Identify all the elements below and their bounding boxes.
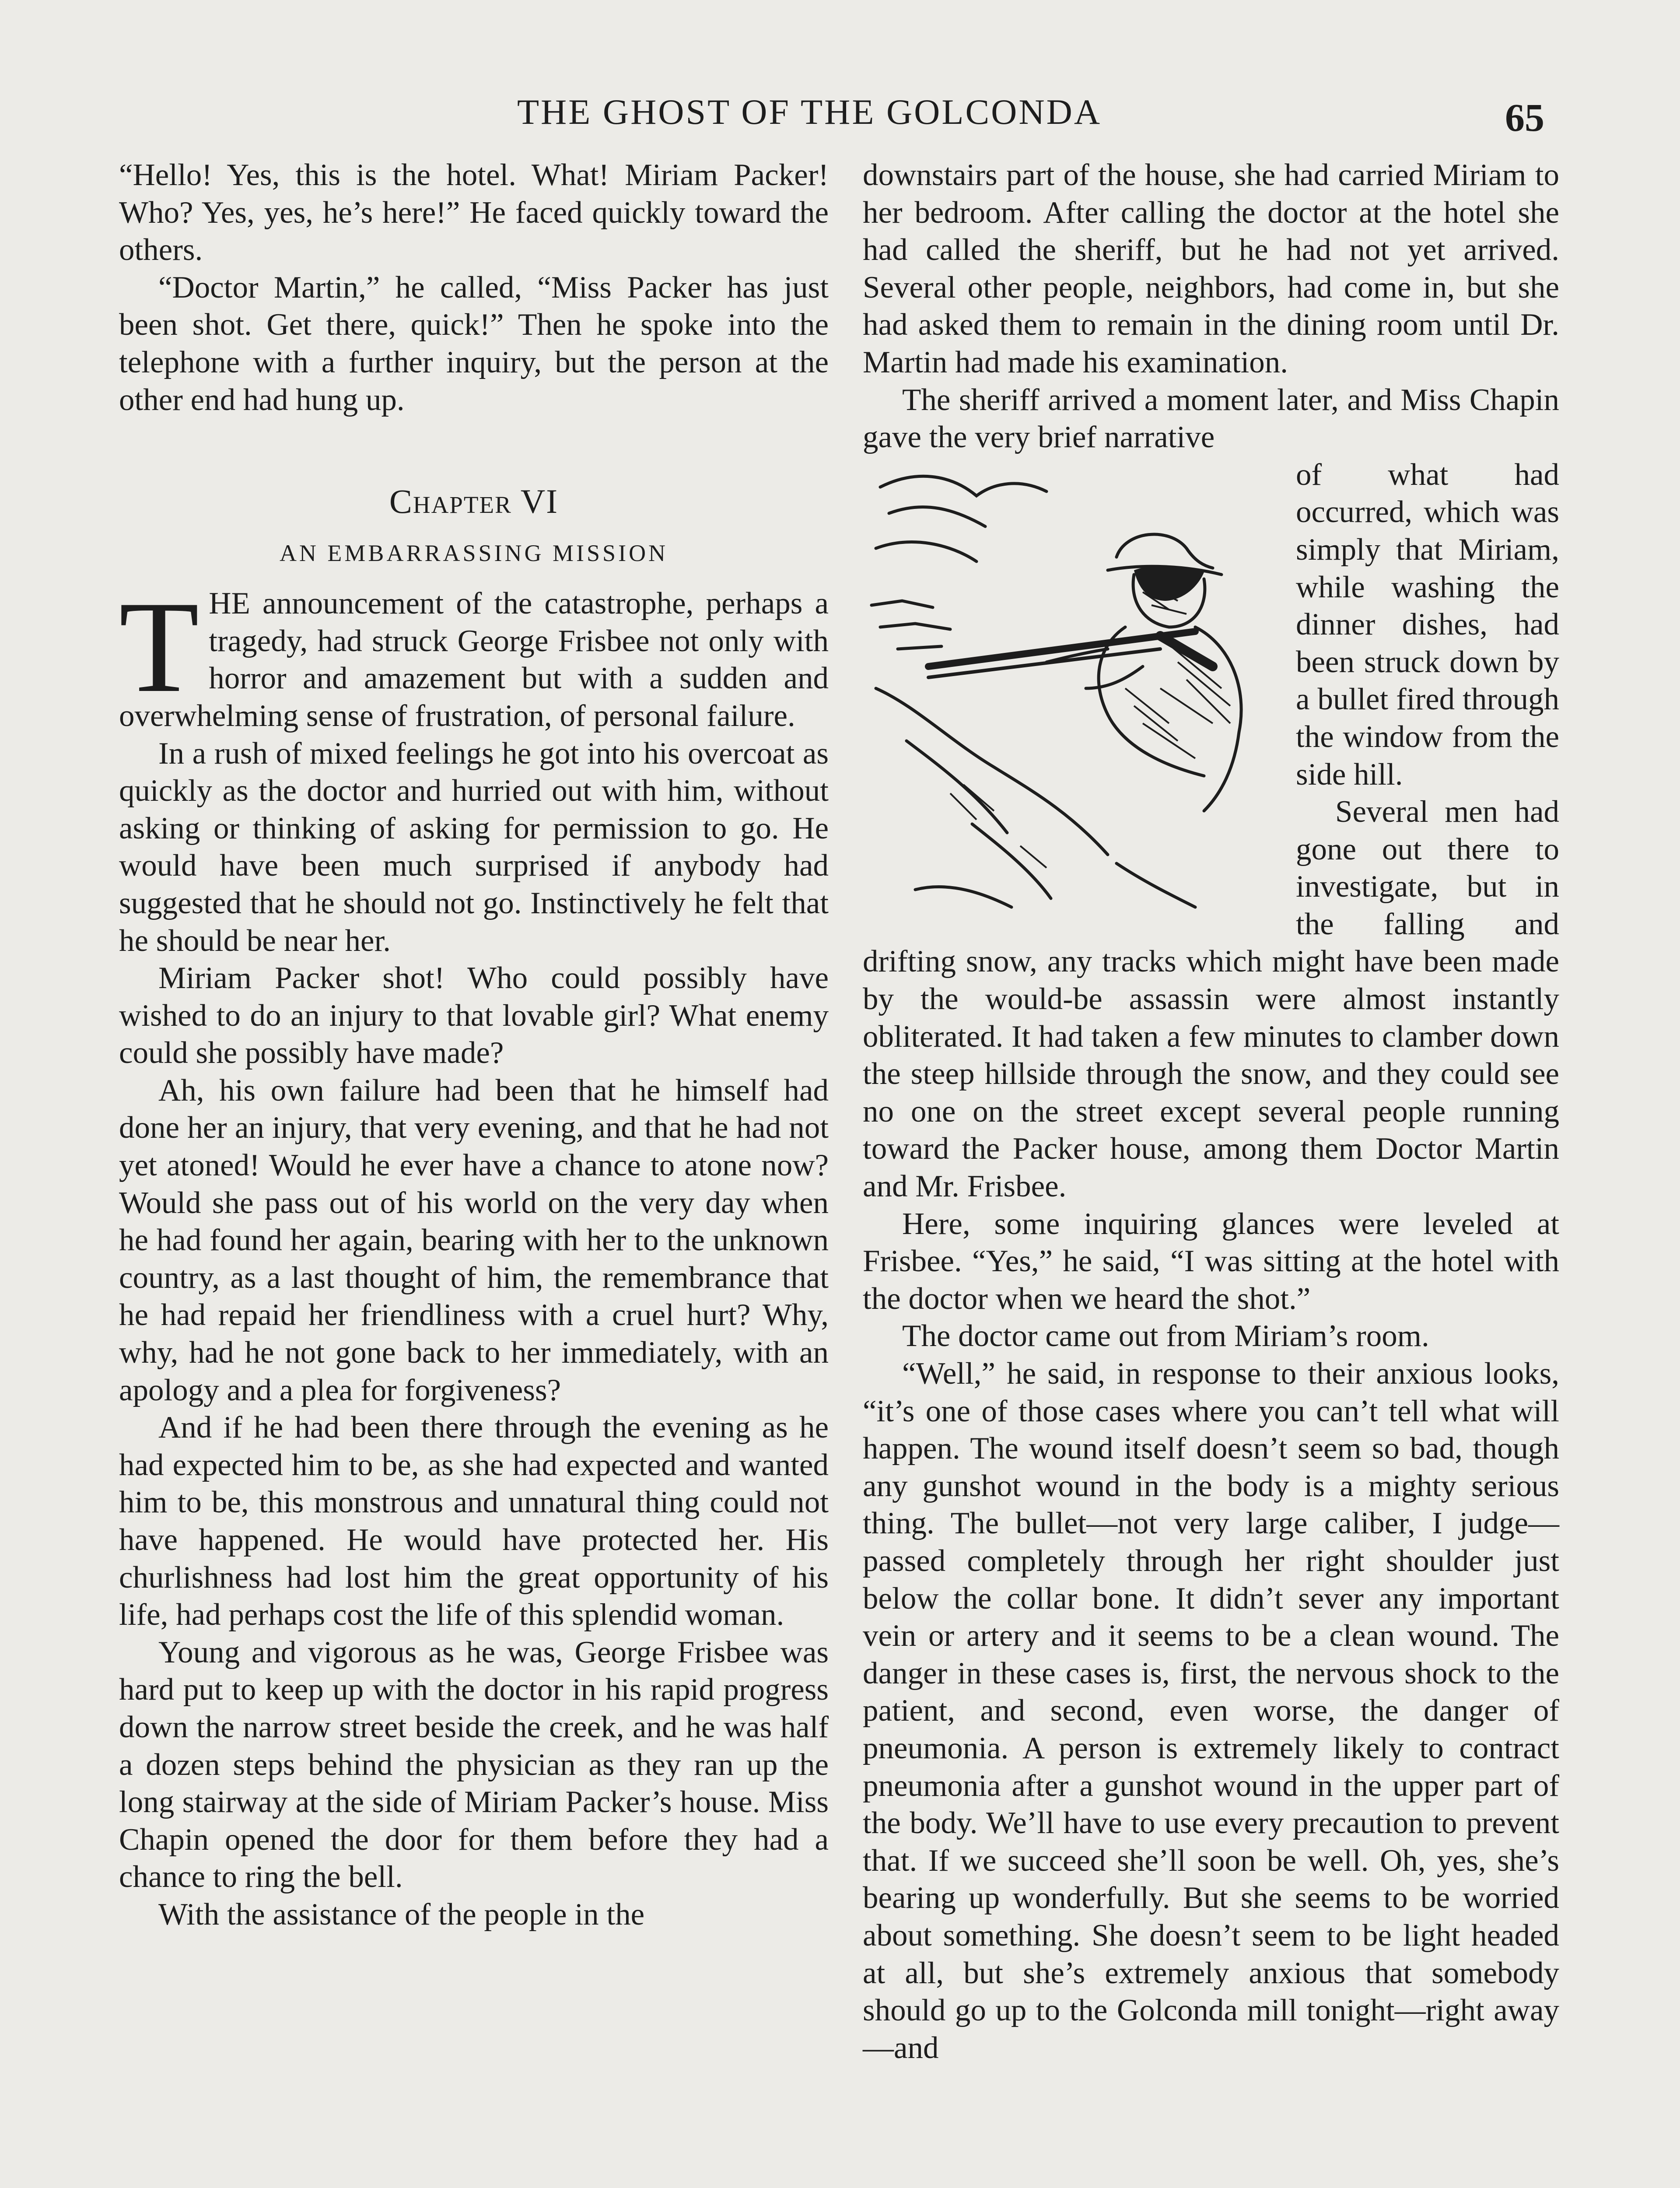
opening-text: HE announcement of the catastrophe, perhaps a tragedy, had struck George Frisbee not only with horror and amazement but with a sudden and overwhelming sense of frustration, of personal failure. <box>119 586 829 733</box>
paragraph: Several men had gone out there to investigate, but in the falling and drifting snow, any tracks which might have been made by the would-be assassin were almost instantly obliterated. It had taken a few minutes to clamber down the steep hillside through the snow, and they could see no one on the street except several people running toward the Packer house, among them Doctor Martin and Mr. Frisbee. <box>863 795 1559 1204</box>
chapter-heading: Chapter VI <box>389 482 559 521</box>
left-column <box>119 157 829 1934</box>
paragraph: Here, some inquiring glances were leveled at Frisbee. “Yes,” he said, “I was sitting at the hotel with the doctor when we heard the shot.” <box>863 1206 1559 1316</box>
paragraph: Young and vigorous as he was, George Frisbee was hard put to keep up with the doctor in his rapid progress down the narrow street beside the creek, and he was half a dozen steps behind the physician as they ran up the long stairway at the side of Miriam Packer’s house. Miss Chapin opened the door for them before they had a chance to ring the bell. <box>119 1635 829 1894</box>
paragraph: Miriam Packer shot! Who could possibly have wished to do an injury to that lovable girl? What enemy could she possibly have made? <box>119 961 829 1070</box>
paragraph: In a rush of mixed feelings he got into his overcoat as quickly as the doctor and hurried out with him, without asking or thinking of asking for permission to go. He would have been much surprised if anybody had suggested that he should not go. Instinctively he felt that he should be near her. <box>119 736 829 958</box>
rifleman-illustration <box>863 461 1278 916</box>
paragraph-wrap: of what had occurred, which was simply that Miriam, while washing the dinner dishes, had been struck down by a bullet fired through the window from the side hill. <box>1296 457 1559 792</box>
paragraph: The sheriff arrived a moment later, and Miss Chapin gave the very brief narrative <box>863 382 1559 455</box>
paragraph: “Well,” he said, in response to their anxious looks, “it’s one of those cases where you can’t tell what will happen. The wound itself doesn’t seem so bad, though any gunshot wound in the body is a mighty serious thing. The bullet—not very large caliber, I judge—passed completely through her right shoulder just below the collar bone. It didn’t sever any important vein or artery and it seems to be a clean wound. The danger in these cases is, first, the nervous shock to the patient, and second, even worse, the danger of pneumonia. A person is extremely likely to contract pneumonia after a gunshot wound in the upper part of the body. We’ll have to use every precaution to prevent that. If we succeed she’ll soon be well. Oh, yes, she’s bearing up wonderfully. But she seems to be worried about something. She doesn’t seem to be light headed at all, but she’s extremely anxious that somebody should go up to the Golconda mill tonight—right away—and <box>863 1357 1559 2065</box>
paragraph: downstairs part of the house, she had carried Miriam to her bedroom. After calling the doctor at the hotel she had called the sheriff, but he had not yet arrived. Several other people, neighbors, had come in, but she had asked them to remain in the dining room until Dr. Martin had made his examination. <box>863 158 1559 379</box>
paragraph: Ah, his own failure had been that he himself had done her an injury, that very evening, and that he had not yet atoned! Would he ever have a chance to atone now? Would she pass out of his world on the very day when he had found her again, bearing with her to the unknown country, as a last thought of him, the remembrance that he had repaid her friendliness with a cruel hurt? Why, why, had he not gone back to her immediately, with an apology and a plea for forgiveness? <box>119 1073 829 1407</box>
rifleman-illustration-icon <box>863 461 1278 916</box>
paragraph: With the assistance of the people in the <box>158 1897 645 1932</box>
page-number: 65 <box>1505 96 1544 140</box>
paragraph: “Hello! Yes, this is the hotel. What! Miriam Packer! Who? Yes, yes, he’s here!” He faced quickly toward the others. <box>119 158 829 267</box>
right-column <box>863 157 1559 2067</box>
paragraph: And if he had been there through the evening as he had expected him to be, as she had expected and wanted him to be, this monstrous and unnatural thing could not have happened. He would have protected her. His churlishness had lost him the great opportunity of his life, had perhaps cost the life of this splendid woman. <box>119 1410 829 1632</box>
paragraph: “Doctor Martin,” he called, “Miss Packer has just been shot. Get there, quick!” Then he spoke into the telephone with a further inquiry, but the person at the other end had hung up. <box>119 270 829 417</box>
paragraph: The doctor came out from Miriam’s room. <box>902 1319 1429 1353</box>
drop-cap: T <box>119 574 200 720</box>
chapter-opening-paragraph <box>119 574 829 735</box>
chapter-subtitle: AN EMBARRASSING MISSION <box>279 540 668 567</box>
running-title: THE GHOST OF THE GOLCONDA <box>517 92 1102 132</box>
